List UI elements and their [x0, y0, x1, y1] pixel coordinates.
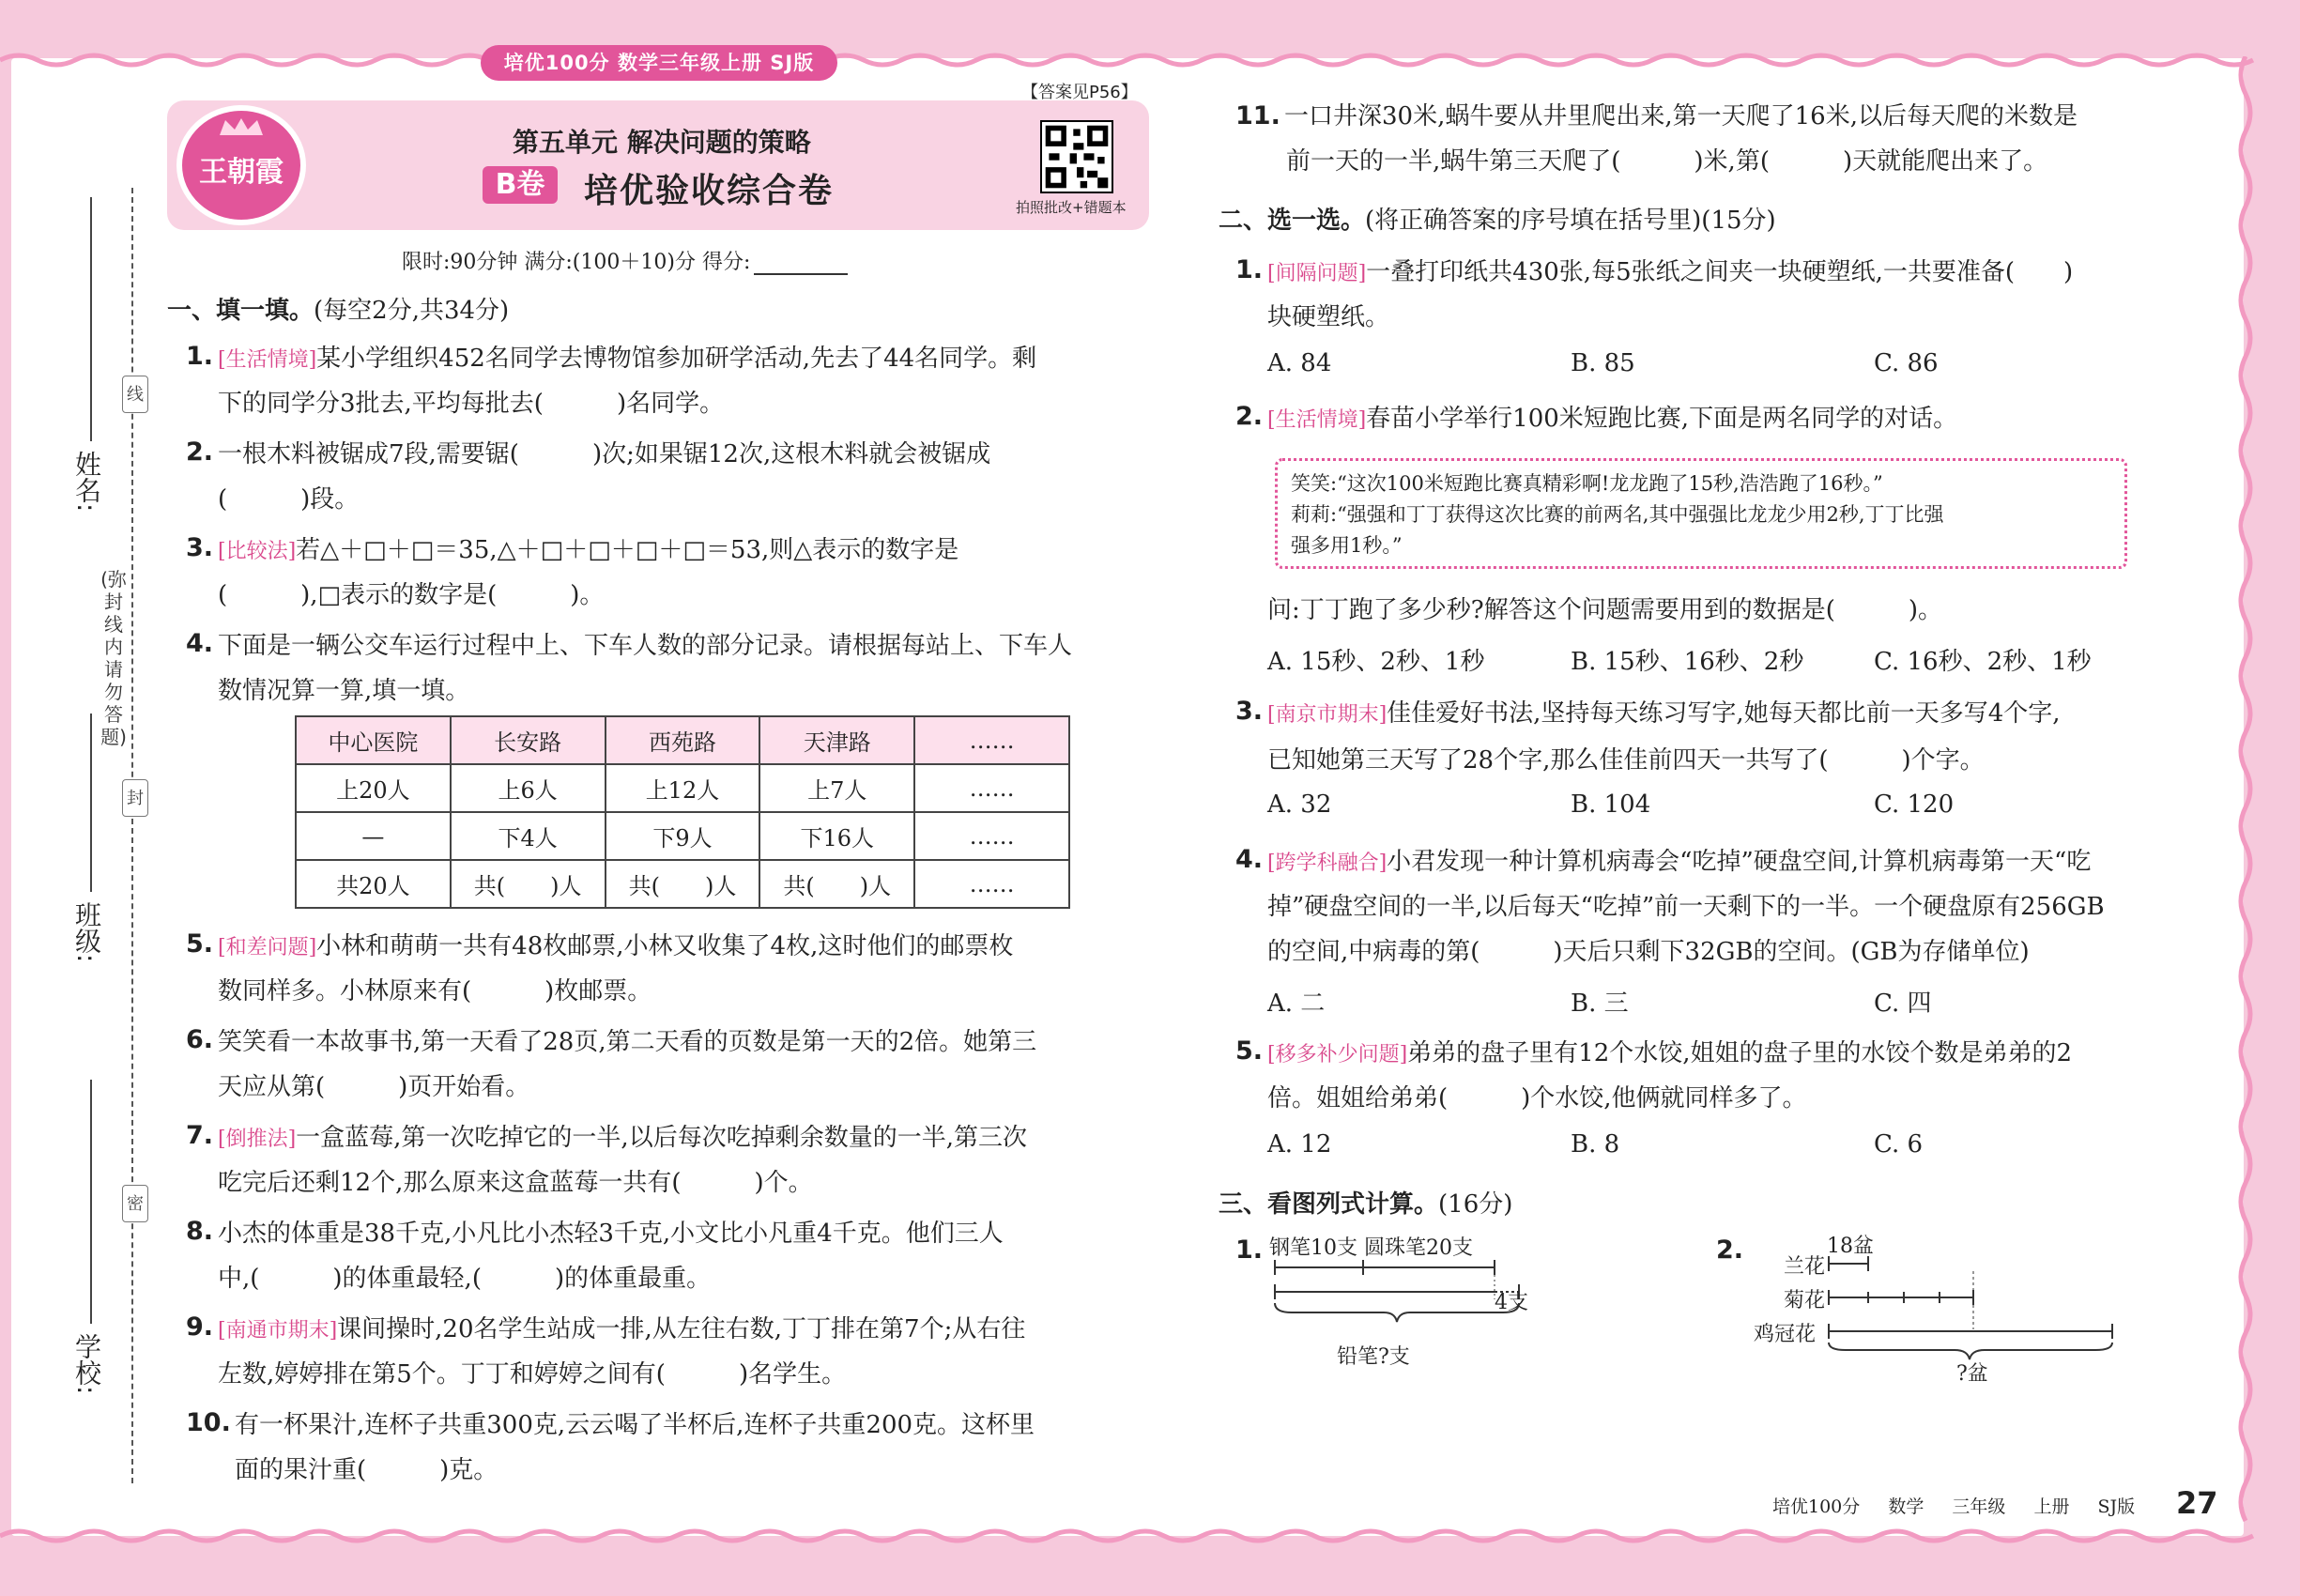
question-line-1: 一口井深30米,蜗牛要从井里爬出来,第一天爬了16米,以后每天爬的米数是: [1284, 102, 2078, 130]
option-c[interactable]: C. 四: [1874, 990, 1932, 1018]
score-field[interactable]: [754, 254, 848, 275]
table-cell: 上20人: [296, 764, 451, 812]
question-tag: [间隔问题]: [1267, 262, 1367, 285]
table-cell-answer[interactable]: 共( )人: [451, 860, 606, 908]
row-label-2: 菊花: [1784, 1289, 1826, 1312]
table-cell: —: [296, 812, 451, 860]
options-row: [1267, 349, 2177, 377]
question-tag: [生活情境]: [1267, 408, 1367, 432]
question-line-1: 有一杯果汁,连杯子共重300克,云云喝了半杯后,连杯子共重200克。这杯里: [235, 1411, 1035, 1439]
section-1-title: [167, 291, 509, 326]
question-line-2: 块硬塑纸。: [1267, 303, 1390, 331]
question-line-1: 春苗小学举行100米短跑比赛,下面是两名同学的对话。: [1366, 405, 1958, 433]
question-line-2: 倍。姐姐给弟弟( )个水饺,他俩就同样多了。: [1267, 1084, 1807, 1113]
footer-item: SJ版: [2097, 1496, 2136, 1517]
name-field[interactable]: [90, 197, 92, 441]
footer-item: 数学: [1888, 1496, 1924, 1517]
table-cell: ……: [914, 764, 1069, 812]
option-b[interactable]: B. 104: [1571, 790, 1651, 819]
page-footer: [1772, 1493, 2157, 1518]
options-row: [1267, 642, 2177, 677]
dialog-box: [1275, 458, 2127, 569]
question-text: [218, 1307, 1025, 1354]
page-number: 27: [2176, 1485, 2218, 1521]
options-row: [1267, 1130, 2177, 1159]
line-segment-diagram: [1273, 1254, 1526, 1339]
figure-top-label: 钢笔10支 圆珠笔20支: [1269, 1236, 1473, 1260]
question-number: 6.: [186, 1025, 214, 1054]
section-2-heading: 二、选一选。: [1219, 207, 1366, 235]
section-3-title: [1219, 1185, 1512, 1220]
paper-title: 培优验收综合卷: [584, 172, 835, 210]
table-cell: 下4人: [451, 812, 606, 860]
limit-text: 限时:90分钟 满分:(100＋10)分 得分:: [402, 251, 751, 274]
option-b[interactable]: B. 三: [1571, 990, 1629, 1018]
question-line-2: 掉”硬盘空间的一半,以后每天“吃掉”前一天剩下的一半。一个硬盘原有256GB: [1267, 893, 2105, 921]
section-2-title: [1219, 201, 1776, 236]
row-label-1: 兰花: [1784, 1255, 1826, 1279]
question-line-1: 下面是一辆公交车运行过程中上、下车人数的部分记录。请根据每站上、下车人: [218, 632, 1073, 660]
table-cell: ……: [914, 716, 1069, 764]
question-tag: [倒推法]: [218, 1128, 297, 1151]
option-a[interactable]: A. 12: [1267, 1130, 1332, 1159]
publisher-logo: [176, 105, 306, 225]
question-text: [218, 528, 958, 575]
option-a[interactable]: A. 32: [1267, 790, 1332, 819]
question-line-2: 数情况算一算,填一填。: [218, 677, 470, 705]
line-mark: 线: [122, 376, 148, 413]
table-cell-answer[interactable]: 共( )人: [606, 860, 760, 908]
options-row: [1267, 790, 2177, 819]
answer-reference: 【答案见P56】: [1021, 83, 1138, 102]
question-number: 7.: [186, 1121, 214, 1150]
option-a[interactable]: A. 二: [1267, 990, 1326, 1018]
dialog-line-3: 强多用1秒。”: [1291, 534, 1403, 557]
class-field[interactable]: [90, 714, 92, 892]
option-b[interactable]: B. 8: [1571, 1130, 1620, 1159]
option-a[interactable]: A. 15秒、2秒、1秒: [1267, 648, 1485, 676]
question-line-2: 面的果汁重( )克。: [235, 1456, 498, 1484]
question-number: 2.: [1235, 402, 1264, 431]
question-tag: [比较法]: [218, 540, 297, 563]
question-line-1: 一根木料被锯成7段,需要锯( )次;如果锯12次,这根木料就会被锯成: [218, 440, 991, 468]
table-header-row: [296, 716, 1069, 764]
option-c[interactable]: C. 86: [1874, 349, 1939, 377]
crown-icon: [218, 116, 265, 137]
logo-text: 王朝霞: [199, 156, 284, 189]
question-line-2: 吃完后还剩12个,那么原来这盒蓝莓一共有( )个。: [218, 1169, 813, 1197]
question-line-1: 小杰的体重是38千克,小凡比小杰轻3千克,小文比小凡重4千克。他们三人: [218, 1220, 1004, 1248]
question-line-2: 已知她第三天写了28个字,那么佳佳前四天一共写了( )个字。: [1267, 746, 1985, 775]
question-tag: [生活情境]: [218, 348, 317, 372]
question-number: 1.: [1235, 255, 1264, 284]
line-segment-diagram: [1827, 1254, 2118, 1367]
footer-item: 培优100分: [1772, 1496, 1861, 1517]
seal-mark: 封: [122, 779, 148, 817]
question-line-3: 的空间,中病毒的第( )天后只剩下32GB的空间。(GB为存储单位): [1267, 938, 2030, 966]
section-1-points: (每空2分,共34分): [314, 297, 510, 325]
question-number: 4.: [186, 629, 214, 658]
row-label-3: 鸡冠花: [1754, 1323, 1817, 1346]
question-number: 3.: [1235, 697, 1264, 726]
question-line-2: 左数,婷婷排在第5个。丁丁和婷婷之间有( )名学生。: [218, 1360, 847, 1389]
question-tag: [跨学科融合]: [1267, 852, 1388, 875]
question-number: 2.: [186, 437, 214, 467]
name-label: 姓名:: [71, 451, 102, 513]
table-row: [296, 764, 1069, 812]
bus-table: [295, 715, 1070, 909]
option-c[interactable]: C. 6: [1874, 1130, 1924, 1159]
table-row: [296, 860, 1069, 908]
table-cell: 西苑路: [606, 716, 760, 764]
options-row: [1267, 984, 2177, 1019]
table-cell: ……: [914, 812, 1069, 860]
question-text: [1267, 1031, 2072, 1078]
section-3-points: (16分): [1438, 1190, 1513, 1219]
figure-right-label: 4支: [1495, 1291, 1528, 1314]
footer-item: 上册: [2033, 1496, 2070, 1517]
question-line-2: 中,( )的体重最轻,( )的体重最重。: [218, 1265, 712, 1293]
table-cell: 下9人: [606, 812, 760, 860]
footer-item: 三年级: [1952, 1496, 2006, 1517]
question-number: 5.: [1235, 1036, 1264, 1066]
question-tag: [南通市期末]: [218, 1319, 338, 1343]
question-line-2: 数同样多。小林原来有( )枚邮票。: [218, 977, 652, 1005]
question-number: 4.: [1235, 845, 1264, 874]
question-number: 11.: [1235, 101, 1280, 130]
exam-limits: [402, 246, 848, 275]
table-cell: 下16人: [759, 812, 914, 860]
dense-mark: 密: [122, 1185, 148, 1222]
question-text: [1267, 396, 1957, 443]
question-text: [218, 1115, 1027, 1162]
question-text: [218, 336, 1036, 383]
option-b[interactable]: B. 15秒、16秒、2秒: [1571, 648, 1804, 676]
question-line-1: 笑笑看一本故事书,第一天看了28页,第二天看的页数是第一天的2倍。她第三: [218, 1028, 1037, 1056]
question-number: 1.: [186, 342, 214, 371]
question-line-2: 下的同学分3批去,平均每批去( )名同学。: [218, 390, 725, 418]
question-number: 8.: [186, 1217, 214, 1246]
section-2-points: (将正确答案的序号填在括号里)(15分): [1365, 207, 1776, 235]
table-cell: 上6人: [451, 764, 606, 812]
table-cell: 上12人: [606, 764, 760, 812]
table-cell: 共20人: [296, 860, 451, 908]
table-cell: 长安路: [451, 716, 606, 764]
question-number: 2.: [1716, 1235, 1744, 1265]
question-line-1: 某小学组织452名同学去博物馆参加研学活动,先去了44名同学。剩: [316, 345, 1037, 373]
question-tag: [南京市期末]: [1267, 703, 1388, 727]
question-line-1: 佳佳爱好书法,坚持每天练习写字,她每天都比前一天多写4个字,: [1387, 699, 2061, 728]
table-cell: 中心医院: [296, 716, 451, 764]
question-line-1: 弟弟的盘子里有12个水饺,姐姐的盘子里的水饺个数是弟弟的2: [1407, 1039, 2073, 1067]
question-tag: [移多补少问题]: [1267, 1043, 1408, 1067]
table-cell: 天津路: [759, 716, 914, 764]
qr-caption: 拍照批改+错题本: [1016, 199, 1127, 216]
figure-top-label: 18盆: [1827, 1235, 1874, 1258]
section-3-heading: 三、看图列式计算。: [1219, 1190, 1439, 1219]
question-number: 1.: [1235, 1235, 1264, 1265]
section-1-heading: 一、填一填。: [167, 297, 314, 325]
table-cell: 上7人: [759, 764, 914, 812]
dialog-line-1: 笑笑:“这次100米短跑比赛真精彩啊!龙龙跑了15秒,浩浩跑了16秒。”: [1291, 472, 1883, 495]
school-label: 学校:: [71, 1333, 102, 1395]
table-cell: ……: [914, 860, 1069, 908]
question-line-2: 问:丁丁跑了多少秒?解答这个问题需要用到的数据是( )。: [1267, 596, 1942, 624]
option-b[interactable]: B. 85: [1571, 349, 1635, 377]
class-label: 班级:: [71, 901, 102, 963]
dialog-line-2: 莉莉:“强强和丁丁获得这次比赛的前两名,其中强强比龙龙少用2秒,丁丁比强: [1291, 503, 1944, 526]
option-a[interactable]: A. 84: [1267, 349, 1332, 377]
question-line-1: 若△＋□＋□＝35,△＋□＋□＋□＋□＝53,则△表示的数字是: [296, 536, 959, 564]
question-line-2: 前一天的一半,蜗牛第三天爬了( )米,第( )天就能爬出来了。: [1286, 147, 2048, 176]
table-row: [296, 812, 1069, 860]
question-line-1: 一叠打印纸共430张,每5张纸之间夹一块硬塑纸,一共要准备( ): [1366, 258, 2074, 286]
question-line-2: ( )段。: [218, 485, 360, 514]
question-line-1: 一盒蓝莓,第一次吃掉它的一半,以后每次吃掉剩余数量的一半,第三次: [296, 1124, 1027, 1152]
question-line-1: 小林和萌萌一共有48枚邮票,小林又收集了4枚,这时他们的邮票枚: [316, 932, 1014, 960]
figure-bottom-label: ?盆: [1956, 1362, 1988, 1386]
question-text: [1267, 250, 2073, 297]
question-text: [1267, 839, 2091, 886]
option-c[interactable]: C. 120: [1874, 790, 1955, 819]
school-field[interactable]: [90, 1080, 92, 1324]
question-text: [1267, 691, 2061, 738]
question-number: 9.: [186, 1312, 214, 1342]
option-c[interactable]: C. 16秒、2秒、1秒: [1874, 648, 2092, 676]
question-number: 5.: [186, 929, 214, 959]
question-number: 3.: [186, 533, 214, 562]
figure-bottom-label: 铅笔?支: [1337, 1345, 1410, 1369]
qr-code-icon[interactable]: [1040, 120, 1113, 193]
question-tag: [和差问题]: [218, 936, 317, 959]
question-line-1: 小君发现一种计算机病毒会“吃掉”硬盘空间,计算机病毒第一天“吃: [1387, 848, 2092, 876]
binding-note: (弥封线内请勿答题): [100, 568, 127, 748]
question-number: 10.: [186, 1408, 231, 1437]
question-line-1: 课间操时,20名学生站成一排,从左往右数,丁丁排在第7个;从右往: [337, 1315, 1026, 1343]
question-line-2: ( ),□表示的数字是( )。: [218, 581, 605, 609]
question-line-2: 天应从第( )页开始看。: [218, 1073, 530, 1101]
unit-title: 第五单元 解决问题的策略: [513, 127, 811, 158]
table-cell-answer[interactable]: 共( )人: [759, 860, 914, 908]
question-text: [218, 924, 1013, 971]
volume-badge: B卷: [483, 166, 558, 204]
series-tab: 培优100分 数学三年级上册 SJ版: [481, 45, 837, 81]
